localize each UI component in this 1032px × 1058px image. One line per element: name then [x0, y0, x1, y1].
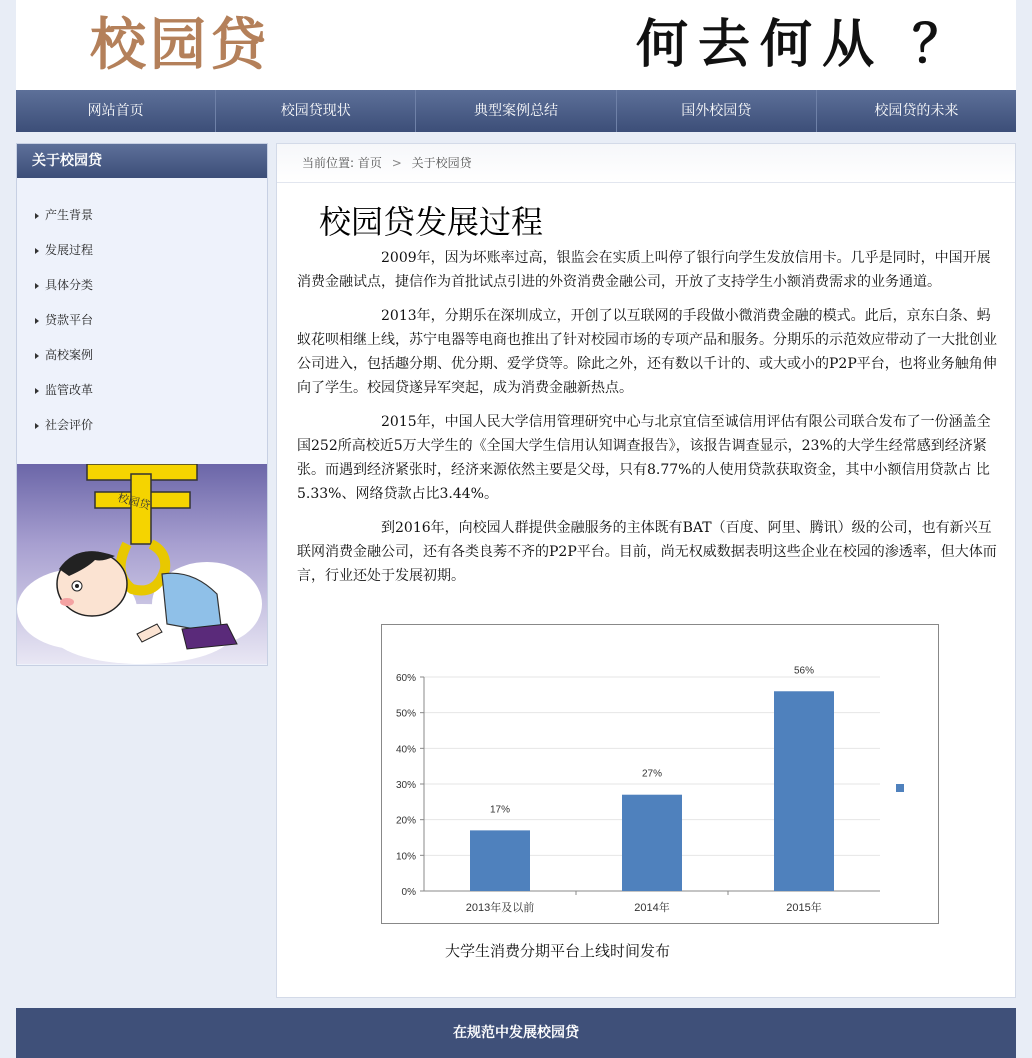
y-tick-label: 60%: [395, 673, 416, 684]
article-title: 校园贷发展过程: [319, 203, 544, 241]
cartoon-illustration: [17, 464, 267, 664]
breadcrumb-home[interactable]: 首页: [357, 156, 382, 170]
article-paragraph: 2013年，分期乐在深圳成立，开创了以互联网的手段做小微消费金融的模式。此后，京东白条、蚂蚁花呗相继上线，苏宁电器等电商也推出了针对校园市场的专项产品和服务。分期乐的示范效应带动了一大批创业公司进入，包括趣分期、优分期、爱学贷等。除此之外，还有数以千计的、或大或小的P2P平台，也将业务触角伸向了学生。校园贷遂异军突起，成为消费金融新热点。: [297, 308, 997, 396]
breadcrumb: [277, 144, 1015, 183]
sidebar-item-categories[interactable]: [35, 270, 267, 305]
data-label: 17%: [489, 804, 511, 816]
sidebar: [16, 143, 268, 666]
sidebar-item-evaluation[interactable]: [35, 410, 267, 445]
nav-item-future[interactable]: 校园贷的未来: [874, 103, 959, 119]
footer: 在规范中发展校园贷: [16, 1008, 1016, 1058]
content-panel: [276, 143, 1016, 998]
sidebar-title: 关于校园贷: [17, 144, 267, 178]
breadcrumb-prefix: 当前位置:: [302, 156, 355, 170]
bar-chart-svg: [382, 625, 938, 923]
sidebar-item-label: 高校案例: [45, 348, 94, 362]
y-tick-label: 10%: [395, 851, 416, 863]
arrow-right-icon: [35, 248, 39, 254]
data-label: 27%: [641, 768, 663, 780]
nav-item-cases[interactable]: 典型案例总结: [416, 90, 616, 132]
sidebar-item-label: 产生背景: [45, 208, 94, 222]
chart-bar: [774, 691, 834, 891]
y-tick-label: 0%: [401, 887, 416, 898]
sidebar-item-label: 社会评价: [45, 418, 94, 432]
chart-bar: [622, 795, 682, 891]
sidebar-menu: [17, 178, 267, 445]
nav-item-home[interactable]: 网站首页: [16, 90, 216, 132]
y-tick-label: 20%: [395, 815, 416, 827]
bar-chart: [381, 624, 939, 924]
chart-bar: [470, 830, 530, 891]
y-tick-label: 30%: [395, 780, 416, 791]
chart-caption: 大学生消费分期平台上线时间发布: [445, 942, 671, 960]
article-paragraph: 到2016年，向校园人群提供金融服务的主体既有BAT（百度、阿里、腾讯）级的公司，也有新兴互联网消费金融公司，还有各类良莠不齐的P2P平台。目前，尚无权威数据表明这些企业在校园的渗透率，但大体而言，行业还处于发展初期。: [297, 520, 997, 584]
sidebar-item-background[interactable]: [35, 200, 267, 235]
arrow-right-icon: [35, 283, 39, 289]
arrow-right-icon: [35, 423, 39, 429]
chevron-right-icon: >: [391, 156, 402, 170]
legend-swatch: [896, 784, 904, 792]
article-paragraph: 2015年，中国人民大学信用管理研究中心与北京宜信至诚信用评估有限公司联合发布了一份涵盖全国252所高校近5万大学生的《全国大学生信用认知调查报告》，该报告调查显示，23%的大学生经常感到经济紧张。而遇到经济紧张时，经济来源依然主要是父母，只有8.77%的人使用贷款获取资金，其中小额信用贷款占 比5.33%、网络贷款占比3.44%。: [297, 414, 991, 502]
arrow-right-icon: [35, 213, 39, 219]
arrow-right-icon: [35, 318, 39, 324]
sidebar-illustration: [17, 464, 267, 664]
sidebar-item-label: 具体分类: [45, 278, 94, 292]
sidebar-item-label: 发展过程: [45, 243, 94, 257]
x-tick-label: 2013年及以前: [465, 902, 535, 914]
banner-slogan: 何去何从 ？: [636, 14, 975, 75]
x-tick-label: 2015年: [786, 902, 822, 914]
sidebar-item-cases[interactable]: [35, 340, 267, 375]
article: [297, 202, 997, 598]
breadcrumb-current: 关于校园贷: [411, 156, 472, 170]
header-banner: [16, 0, 1016, 90]
nav-item-status[interactable]: 校园贷现状: [216, 90, 416, 132]
sidebar-item-regulation[interactable]: [35, 375, 267, 410]
y-tick-label: 50%: [395, 708, 416, 720]
x-tick-label: 2014年: [634, 902, 670, 914]
sidebar-item-development[interactable]: [35, 235, 267, 270]
sidebar-item-platforms[interactable]: [35, 305, 267, 340]
article-paragraph: 2009年，因为坏账率过高，银监会在实质上叫停了银行向学生发放信用卡。几乎是同时，中国开展消费金融试点，捷信作为首批试点引进的外资消费金融公司，开放了支持学生小额消费需求的业务通道。: [297, 250, 991, 290]
site-logo[interactable]: 校园贷: [90, 12, 270, 78]
arrow-right-icon: [35, 353, 39, 359]
main-nav: [16, 90, 1016, 132]
illustration-label: 校园贷: [116, 491, 152, 513]
sidebar-item-label: 监管改革: [45, 383, 94, 397]
data-label: 56%: [793, 665, 815, 677]
y-tick-label: 40%: [395, 744, 416, 756]
sidebar-item-label: 贷款平台: [45, 313, 94, 327]
nav-item-foreign[interactable]: 国外校园贷: [617, 90, 817, 132]
arrow-right-icon: [35, 388, 39, 394]
